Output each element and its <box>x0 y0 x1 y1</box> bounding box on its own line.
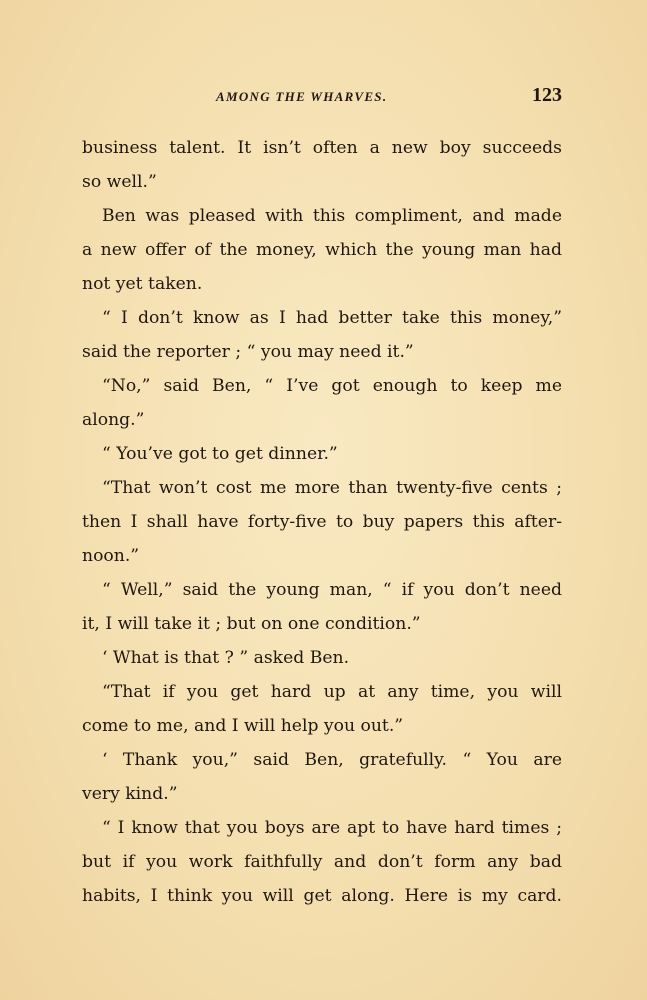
text-line: come to me, and I will help you out.” <box>82 716 404 736</box>
text-line: so well.” <box>82 172 157 192</box>
text-line: very kind.” <box>82 784 178 804</box>
text-line: a new offer of the money, which the young man had <box>82 240 562 260</box>
text-line: habits, I think you will get along. Here is my card. <box>82 886 562 906</box>
text-line: “That won’t cost me more than twenty-five cents ; <box>102 478 562 498</box>
running-head: AMONG THE WHARVES. <box>216 89 388 104</box>
text-line: it, I will take it ; but on one condition.” <box>82 614 421 634</box>
text-line: ‘ Thank you,” said Ben, gratefully. “ You are <box>102 750 562 770</box>
text-line: not yet taken. <box>82 274 203 294</box>
text-line: “ I know that you boys are apt to have hard times ; <box>102 818 562 838</box>
text-line: “No,” said Ben, “ I’ve got enough to keep me <box>102 376 562 396</box>
page-number: 123 <box>532 84 562 106</box>
text-line: ‘ What is that ? ” asked Ben. <box>102 648 350 668</box>
text-line: business talent. It isn’t often a new boy succeeds <box>82 138 562 158</box>
text-line: said the reporter ; “ you may need it.” <box>82 342 414 362</box>
page-header <box>80 84 562 110</box>
text-line: “ Well,” said the young man, “ if you don’t need <box>102 580 562 600</box>
text-line: Ben was pleased with this compliment, and made <box>102 206 562 226</box>
body-text <box>82 131 562 913</box>
text-line: “That if you get hard up at any time, you will <box>102 682 562 702</box>
text-line: “ I don’t know as I had better take this money,” <box>102 308 562 328</box>
text-line: along.” <box>82 410 145 430</box>
text-line: but if you work faithfully and don’t form any bad <box>82 852 562 872</box>
text-line: “ You’ve got to get dinner.” <box>102 444 338 464</box>
text-line: then I shall have forty-five to buy papers this after- <box>82 512 562 532</box>
text-line: noon.” <box>82 546 140 566</box>
